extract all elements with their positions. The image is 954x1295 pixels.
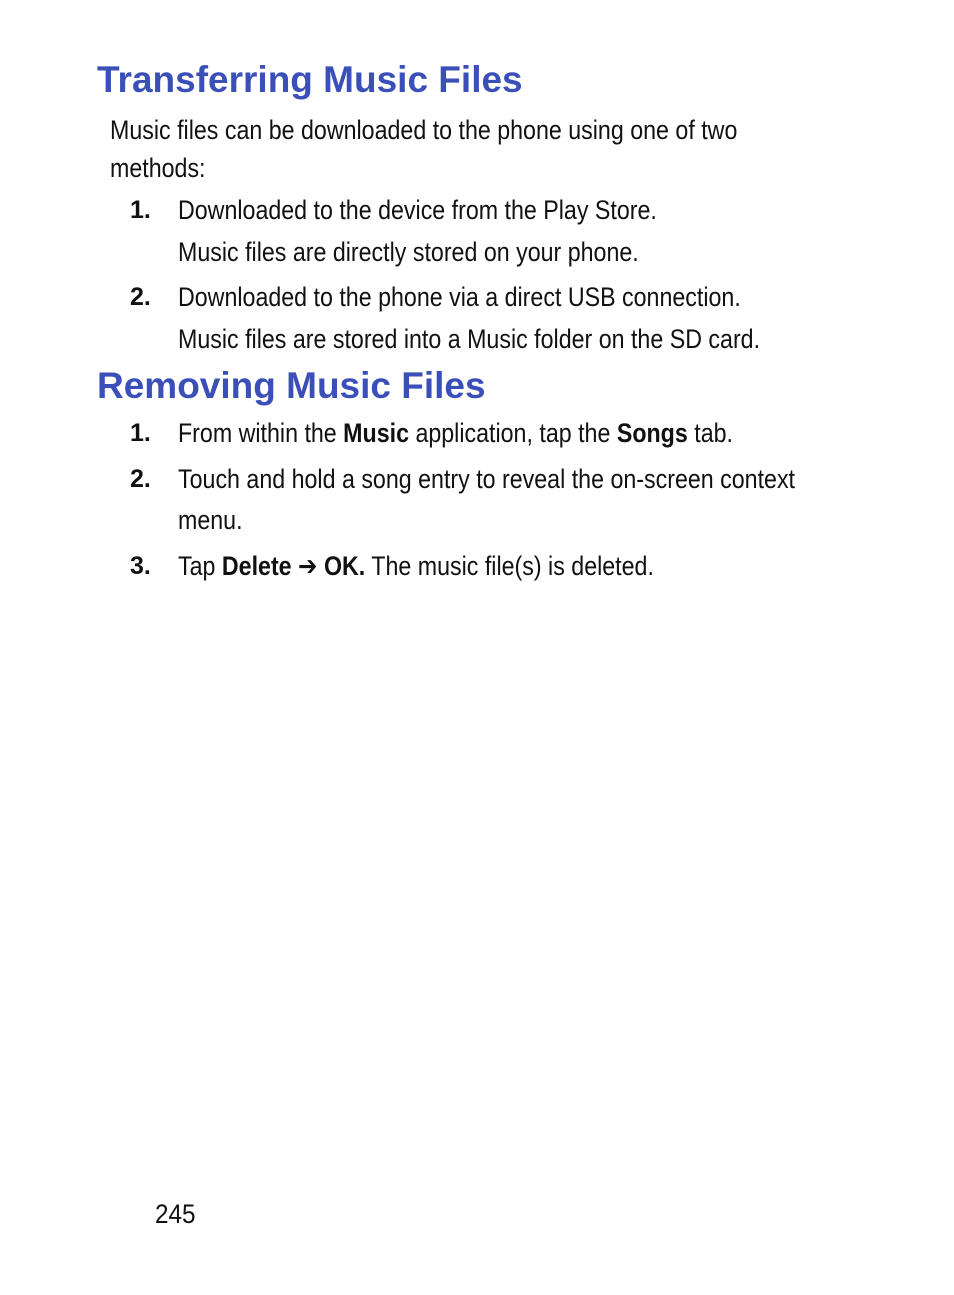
step-number: 2. — [130, 465, 151, 493]
step-detail-text: Music files are stored into a Music folder on the SD card. — [178, 324, 761, 354]
section-title-removing: Removing Music Files — [97, 365, 486, 406]
step-text-part: tab. — [687, 418, 733, 448]
step-text: Touch and hold a song entry to reveal the on-screen context — [178, 464, 796, 494]
intro-paragraph-line-1: Music files can be downloaded to the phone using one of two — [110, 115, 738, 145]
page-number: 245 — [155, 1199, 196, 1229]
step-text-part: The music file(s) is deleted. — [365, 551, 654, 581]
arrow-icon: ➔ — [291, 551, 324, 581]
step-text-part: Tap — [178, 551, 222, 581]
ui-term-delete: Delete — [221, 551, 292, 581]
ui-term-ok: OK. — [323, 551, 366, 581]
step-text-part: From within the — [178, 418, 344, 448]
intro-paragraph-line-2: methods: — [110, 153, 206, 183]
step-text-part: application, tap the — [408, 418, 617, 448]
section-title-transferring: Transferring Music Files — [97, 59, 523, 100]
step-text-continued: menu. — [178, 505, 243, 535]
step-text: Downloaded to the device from the Play Store. — [178, 195, 657, 225]
step-number: 3. — [130, 552, 151, 580]
step-text — [178, 547, 654, 585]
step-number: 1. — [130, 196, 151, 224]
step-detail-text: Music files are directly stored on your phone. — [178, 237, 639, 267]
ui-term-songs: Songs — [616, 418, 688, 448]
step-text: Downloaded to the phone via a direct USB connection. — [178, 282, 741, 312]
step-number: 2. — [130, 283, 151, 311]
step-number: 1. — [130, 419, 151, 447]
ui-term-music: Music — [343, 418, 409, 448]
step-text — [178, 414, 733, 452]
